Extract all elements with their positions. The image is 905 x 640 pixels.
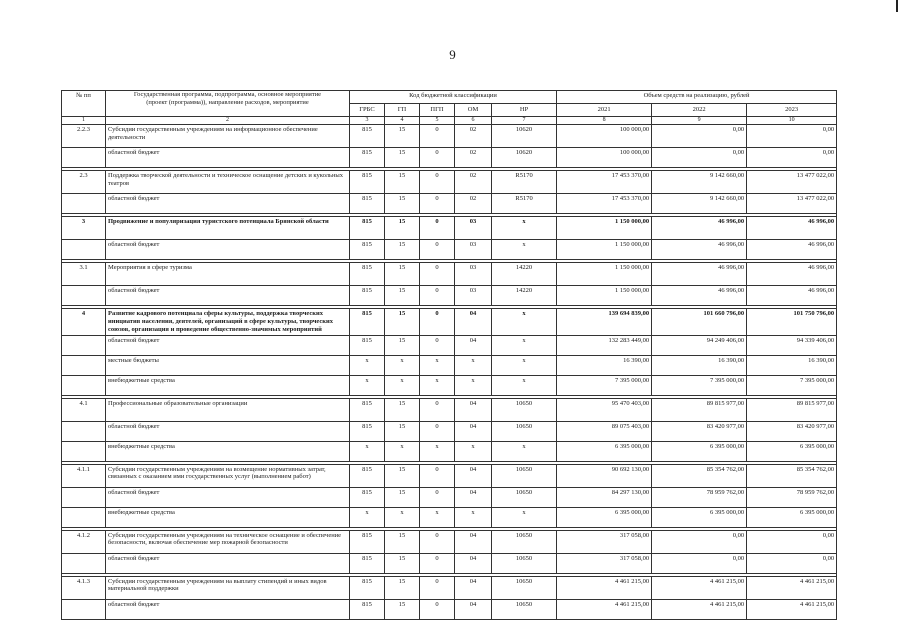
nr-cell: х: [492, 375, 557, 395]
nr-cell: 10650: [492, 553, 557, 573]
amount-2023-cell: 0,00: [747, 125, 837, 148]
name-cell: Мероприятия в сфере туризма: [106, 263, 350, 286]
table-row-source: [62, 375, 837, 395]
om-cell: 04: [455, 530, 492, 553]
pgp-cell: 0: [420, 487, 455, 507]
name-cell: областной бюджет: [106, 286, 350, 306]
amount-2021-cell: 90 692 130,00: [557, 464, 652, 487]
amount-2021-cell: 1 150 000,00: [557, 286, 652, 306]
name-cell: областной бюджет: [106, 599, 350, 619]
om-cell: 04: [455, 309, 492, 335]
name-cell: областной бюджет: [106, 553, 350, 573]
gp-cell: х: [385, 355, 420, 375]
name-cell: Субсидии государственным учреждениям на возмещение нормативных затрат, связанных с оказанием ими государственных услуг (выполнением работ): [106, 464, 350, 487]
header-row-main: [62, 91, 837, 104]
grbs-cell: 815: [350, 464, 385, 487]
name-cell: областной бюджет: [106, 421, 350, 441]
header-funding: Объем средств на реализацию, рублей: [557, 91, 837, 104]
amount-2021-cell: 100 000,00: [557, 125, 652, 148]
num-cell: [62, 355, 106, 375]
amount-2023-cell: 13 477 022,00: [747, 171, 837, 194]
table-row-source: [62, 148, 837, 168]
pgp-cell: 0: [420, 530, 455, 553]
num-cell: [62, 148, 106, 168]
pgp-cell: 0: [420, 599, 455, 619]
grbs-cell: 815: [350, 217, 385, 240]
name-cell: местные бюджеты: [106, 355, 350, 375]
nr-cell: 10650: [492, 599, 557, 619]
num-cell: [62, 553, 106, 573]
num-cell: [62, 441, 106, 461]
gp-cell: 15: [385, 398, 420, 421]
amount-2023-cell: 0,00: [747, 530, 837, 553]
amount-2023-cell: 94 339 406,00: [747, 335, 837, 355]
grbs-cell: 815: [350, 487, 385, 507]
pgp-cell: 0: [420, 148, 455, 168]
index-cell: 7: [492, 117, 557, 125]
gp-cell: 15: [385, 599, 420, 619]
amount-2022-cell: 85 354 762,00: [652, 464, 747, 487]
table-row-item: [62, 530, 837, 553]
amount-2021-cell: 95 470 403,00: [557, 398, 652, 421]
pgp-cell: 0: [420, 464, 455, 487]
amount-2022-cell: 6 395 000,00: [652, 441, 747, 461]
grbs-cell: 815: [350, 398, 385, 421]
grbs-cell: 815: [350, 125, 385, 148]
table-row-source: [62, 335, 837, 355]
gp-cell: 15: [385, 194, 420, 214]
grbs-cell: х: [350, 441, 385, 461]
index-cell: 8: [557, 117, 652, 125]
amount-2021-cell: 100 000,00: [557, 148, 652, 168]
amount-2023-cell: 7 395 000,00: [747, 375, 837, 395]
num-cell: 3.1: [62, 263, 106, 286]
grbs-cell: 815: [350, 263, 385, 286]
amount-2022-cell: 46 996,00: [652, 217, 747, 240]
amount-2022-cell: 6 395 000,00: [652, 507, 747, 527]
grbs-cell: 815: [350, 335, 385, 355]
header-code-grbs: ГРБС: [350, 104, 385, 117]
amount-2022-cell: 89 815 977,00: [652, 398, 747, 421]
gp-cell: 15: [385, 286, 420, 306]
grbs-cell: 815: [350, 530, 385, 553]
amount-2021-cell: 317 058,00: [557, 553, 652, 573]
pgp-cell: 0: [420, 125, 455, 148]
header-code-nr: НР: [492, 104, 557, 117]
grbs-cell: 815: [350, 286, 385, 306]
nr-cell: 10620: [492, 148, 557, 168]
table-row-source: [62, 240, 837, 260]
header-num: № пп: [62, 91, 106, 117]
table-row-source: [62, 355, 837, 375]
pgp-cell: 0: [420, 309, 455, 335]
nr-cell: 10650: [492, 487, 557, 507]
amount-2022-cell: 46 996,00: [652, 263, 747, 286]
pgp-cell: х: [420, 507, 455, 527]
table-row-item: [62, 263, 837, 286]
num-cell: [62, 240, 106, 260]
grbs-cell: 815: [350, 240, 385, 260]
om-cell: х: [455, 375, 492, 395]
name-cell: Профессиональные образовательные организации: [106, 398, 350, 421]
table-row-item: [62, 217, 837, 240]
amount-2021-cell: 16 390,00: [557, 355, 652, 375]
table-row-source: [62, 194, 837, 214]
amount-2023-cell: 4 461 215,00: [747, 599, 837, 619]
pgp-cell: 0: [420, 194, 455, 214]
header-code-om: ОМ: [455, 104, 492, 117]
gp-cell: 15: [385, 530, 420, 553]
num-cell: 3: [62, 217, 106, 240]
nr-cell: R5170: [492, 194, 557, 214]
pgp-cell: 0: [420, 217, 455, 240]
num-cell: [62, 487, 106, 507]
index-cell: 3: [350, 117, 385, 125]
amount-2023-cell: 46 996,00: [747, 286, 837, 306]
om-cell: х: [455, 441, 492, 461]
name-cell: областной бюджет: [106, 194, 350, 214]
gp-cell: 15: [385, 487, 420, 507]
amount-2022-cell: 83 420 977,00: [652, 421, 747, 441]
grbs-cell: х: [350, 507, 385, 527]
amount-2023-cell: 6 395 000,00: [747, 507, 837, 527]
om-cell: 04: [455, 576, 492, 599]
name-cell: Субсидии государственным учреждениям на техническое оснащение и обеспечение безопасности, включая обеспечение мер пожарной безопасности: [106, 530, 350, 553]
om-cell: 02: [455, 148, 492, 168]
pgp-cell: 0: [420, 421, 455, 441]
grbs-cell: 815: [350, 148, 385, 168]
gp-cell: 15: [385, 240, 420, 260]
index-cell: 5: [420, 117, 455, 125]
table-row-source: [62, 599, 837, 619]
om-cell: х: [455, 507, 492, 527]
amount-2023-cell: 0,00: [747, 553, 837, 573]
page-number: 9: [449, 47, 456, 62]
table-body: [62, 125, 837, 619]
gp-cell: 15: [385, 576, 420, 599]
amount-2023-cell: 4 461 215,00: [747, 576, 837, 599]
pgp-cell: 0: [420, 240, 455, 260]
gp-cell: 15: [385, 148, 420, 168]
om-cell: 04: [455, 335, 492, 355]
amount-2021-cell: 4 461 215,00: [557, 576, 652, 599]
budget-table: [61, 90, 837, 620]
name-cell: Субсидии государственным учреждениям на информационное обеспечение деятельности: [106, 125, 350, 148]
om-cell: 04: [455, 464, 492, 487]
name-cell: внебюджетные средства: [106, 441, 350, 461]
om-cell: 03: [455, 263, 492, 286]
om-cell: 03: [455, 240, 492, 260]
name-cell: Продвижение и популяризация туристского потенциала Брянской области: [106, 217, 350, 240]
name-cell: областной бюджет: [106, 335, 350, 355]
amount-2021-cell: 1 150 000,00: [557, 263, 652, 286]
num-cell: [62, 507, 106, 527]
header-year-2022: 2022: [652, 104, 747, 117]
table-row-source: [62, 441, 837, 461]
pgp-cell: 0: [420, 263, 455, 286]
gp-cell: х: [385, 507, 420, 527]
gp-cell: 15: [385, 464, 420, 487]
amount-2021-cell: 6 395 000,00: [557, 507, 652, 527]
amount-2023-cell: 46 996,00: [747, 217, 837, 240]
table-row-source: [62, 487, 837, 507]
table-row-item: [62, 125, 837, 148]
pgp-cell: 0: [420, 286, 455, 306]
name-cell: областной бюджет: [106, 240, 350, 260]
grbs-cell: 815: [350, 421, 385, 441]
header-index-row: [62, 117, 837, 125]
nr-cell: х: [492, 441, 557, 461]
amount-2022-cell: 46 996,00: [652, 286, 747, 306]
amount-2021-cell: 1 150 000,00: [557, 240, 652, 260]
nr-cell: 14220: [492, 286, 557, 306]
nr-cell: х: [492, 507, 557, 527]
grbs-cell: 815: [350, 599, 385, 619]
amount-2023-cell: 78 959 762,00: [747, 487, 837, 507]
om-cell: 04: [455, 599, 492, 619]
table-row-item: [62, 171, 837, 194]
header-program: Государственная программа, подпрограмма, основное мероприятие (проект (программа)), направление расходов, мероприятие: [106, 91, 350, 117]
index-cell: 6: [455, 117, 492, 125]
table-row-source: [62, 553, 837, 573]
gp-cell: 15: [385, 553, 420, 573]
om-cell: 04: [455, 398, 492, 421]
num-cell: [62, 599, 106, 619]
num-cell: 2.3: [62, 171, 106, 194]
amount-2021-cell: 139 694 839,00: [557, 309, 652, 335]
om-cell: 02: [455, 194, 492, 214]
om-cell: 04: [455, 553, 492, 573]
pgp-cell: 0: [420, 398, 455, 421]
gp-cell: 15: [385, 335, 420, 355]
table-row-item: [62, 309, 837, 335]
name-cell: Поддержка творческой деятельности и техническое оснащение детских и кукольных театров: [106, 171, 350, 194]
num-cell: [62, 286, 106, 306]
amount-2021-cell: 84 297 130,00: [557, 487, 652, 507]
amount-2022-cell: 9 142 660,00: [652, 194, 747, 214]
nr-cell: 10620: [492, 125, 557, 148]
index-cell: 10: [747, 117, 837, 125]
nr-cell: R5170: [492, 171, 557, 194]
amount-2022-cell: 0,00: [652, 530, 747, 553]
amount-2021-cell: 89 075 403,00: [557, 421, 652, 441]
amount-2021-cell: 317 058,00: [557, 530, 652, 553]
amount-2021-cell: 6 395 000,00: [557, 441, 652, 461]
num-cell: 2.2.3: [62, 125, 106, 148]
pgp-cell: 0: [420, 335, 455, 355]
table-row-source: [62, 507, 837, 527]
om-cell: 02: [455, 171, 492, 194]
pgp-cell: 0: [420, 553, 455, 573]
pgp-cell: 0: [420, 171, 455, 194]
table-row-item: [62, 464, 837, 487]
table-row-item: [62, 398, 837, 421]
amount-2022-cell: 0,00: [652, 553, 747, 573]
amount-2022-cell: 4 461 215,00: [652, 599, 747, 619]
amount-2021-cell: 17 453 370,00: [557, 194, 652, 214]
amount-2022-cell: 7 395 000,00: [652, 375, 747, 395]
table-row-source: [62, 286, 837, 306]
amount-2022-cell: 101 660 796,00: [652, 309, 747, 335]
name-cell: областной бюджет: [106, 148, 350, 168]
gp-cell: 15: [385, 171, 420, 194]
amount-2021-cell: 7 395 000,00: [557, 375, 652, 395]
amount-2023-cell: 13 477 022,00: [747, 194, 837, 214]
amount-2023-cell: 0,00: [747, 148, 837, 168]
nr-cell: х: [492, 217, 557, 240]
num-cell: 4.1: [62, 398, 106, 421]
amount-2023-cell: 85 354 762,00: [747, 464, 837, 487]
gp-cell: 15: [385, 309, 420, 335]
amount-2023-cell: 6 395 000,00: [747, 441, 837, 461]
amount-2021-cell: 4 461 215,00: [557, 599, 652, 619]
amount-2021-cell: 1 150 000,00: [557, 217, 652, 240]
amount-2023-cell: 101 750 796,00: [747, 309, 837, 335]
nr-cell: 10650: [492, 398, 557, 421]
header-year-2021: 2021: [557, 104, 652, 117]
index-cell: 2: [106, 117, 350, 125]
om-cell: 04: [455, 421, 492, 441]
nr-cell: х: [492, 355, 557, 375]
name-cell: Развитие кадрового потенциала сферы культуры, поддержка творческих инициатив населения, деятелей, организаций в сфере культуры, творческих союзов, организация и проведение общественно-значимых мероприятий: [106, 309, 350, 335]
num-cell: 4.1.1: [62, 464, 106, 487]
nr-cell: 14220: [492, 263, 557, 286]
amount-2023-cell: 16 390,00: [747, 355, 837, 375]
grbs-cell: х: [350, 375, 385, 395]
amount-2023-cell: 46 996,00: [747, 240, 837, 260]
index-cell: 1: [62, 117, 106, 125]
nr-cell: 10650: [492, 464, 557, 487]
amount-2022-cell: 0,00: [652, 148, 747, 168]
num-cell: 4.1.2: [62, 530, 106, 553]
header-code-pgp: ПГП: [420, 104, 455, 117]
gp-cell: х: [385, 441, 420, 461]
header-code-gp: ГП: [385, 104, 420, 117]
grbs-cell: 815: [350, 553, 385, 573]
grbs-cell: 815: [350, 576, 385, 599]
pgp-cell: х: [420, 355, 455, 375]
om-cell: 04: [455, 487, 492, 507]
header-budget-code: Код бюджетной классификации: [350, 91, 557, 104]
nr-cell: х: [492, 240, 557, 260]
nr-cell: 10650: [492, 530, 557, 553]
pgp-cell: х: [420, 375, 455, 395]
num-cell: [62, 421, 106, 441]
grbs-cell: 815: [350, 309, 385, 335]
name-cell: внебюджетные средства: [106, 507, 350, 527]
index-cell: 9: [652, 117, 747, 125]
gp-cell: 15: [385, 421, 420, 441]
grbs-cell: 815: [350, 171, 385, 194]
pgp-cell: х: [420, 441, 455, 461]
gp-cell: 15: [385, 217, 420, 240]
index-cell: 4: [385, 117, 420, 125]
name-cell: областной бюджет: [106, 487, 350, 507]
nr-cell: х: [492, 309, 557, 335]
table-row-item: [62, 576, 837, 599]
nr-cell: 10650: [492, 421, 557, 441]
num-cell: 4: [62, 309, 106, 335]
amount-2021-cell: 17 453 370,00: [557, 171, 652, 194]
amount-2022-cell: 78 959 762,00: [652, 487, 747, 507]
amount-2023-cell: 83 420 977,00: [747, 421, 837, 441]
gp-cell: 15: [385, 125, 420, 148]
amount-2022-cell: 46 996,00: [652, 240, 747, 260]
nr-cell: х: [492, 335, 557, 355]
grbs-cell: 815: [350, 194, 385, 214]
num-cell: [62, 375, 106, 395]
amount-2023-cell: 46 996,00: [747, 263, 837, 286]
amount-2022-cell: 94 249 406,00: [652, 335, 747, 355]
pgp-cell: 0: [420, 576, 455, 599]
name-cell: внебюджетные средства: [106, 375, 350, 395]
nr-cell: 10650: [492, 576, 557, 599]
margin-mark: [896, 0, 898, 12]
gp-cell: 15: [385, 263, 420, 286]
om-cell: 03: [455, 286, 492, 306]
om-cell: х: [455, 355, 492, 375]
num-cell: [62, 335, 106, 355]
gp-cell: х: [385, 375, 420, 395]
amount-2022-cell: 16 390,00: [652, 355, 747, 375]
amount-2023-cell: 89 815 977,00: [747, 398, 837, 421]
header-year-2023: 2023: [747, 104, 837, 117]
amount-2021-cell: 132 283 449,00: [557, 335, 652, 355]
grbs-cell: х: [350, 355, 385, 375]
num-cell: [62, 194, 106, 214]
amount-2022-cell: 0,00: [652, 125, 747, 148]
name-cell: Субсидии государственным учреждениям на выплату стипендий и иных видов материальной поддержки: [106, 576, 350, 599]
amount-2022-cell: 4 461 215,00: [652, 576, 747, 599]
num-cell: 4.1.3: [62, 576, 106, 599]
table-row-source: [62, 421, 837, 441]
om-cell: 03: [455, 217, 492, 240]
om-cell: 02: [455, 125, 492, 148]
amount-2022-cell: 9 142 660,00: [652, 171, 747, 194]
